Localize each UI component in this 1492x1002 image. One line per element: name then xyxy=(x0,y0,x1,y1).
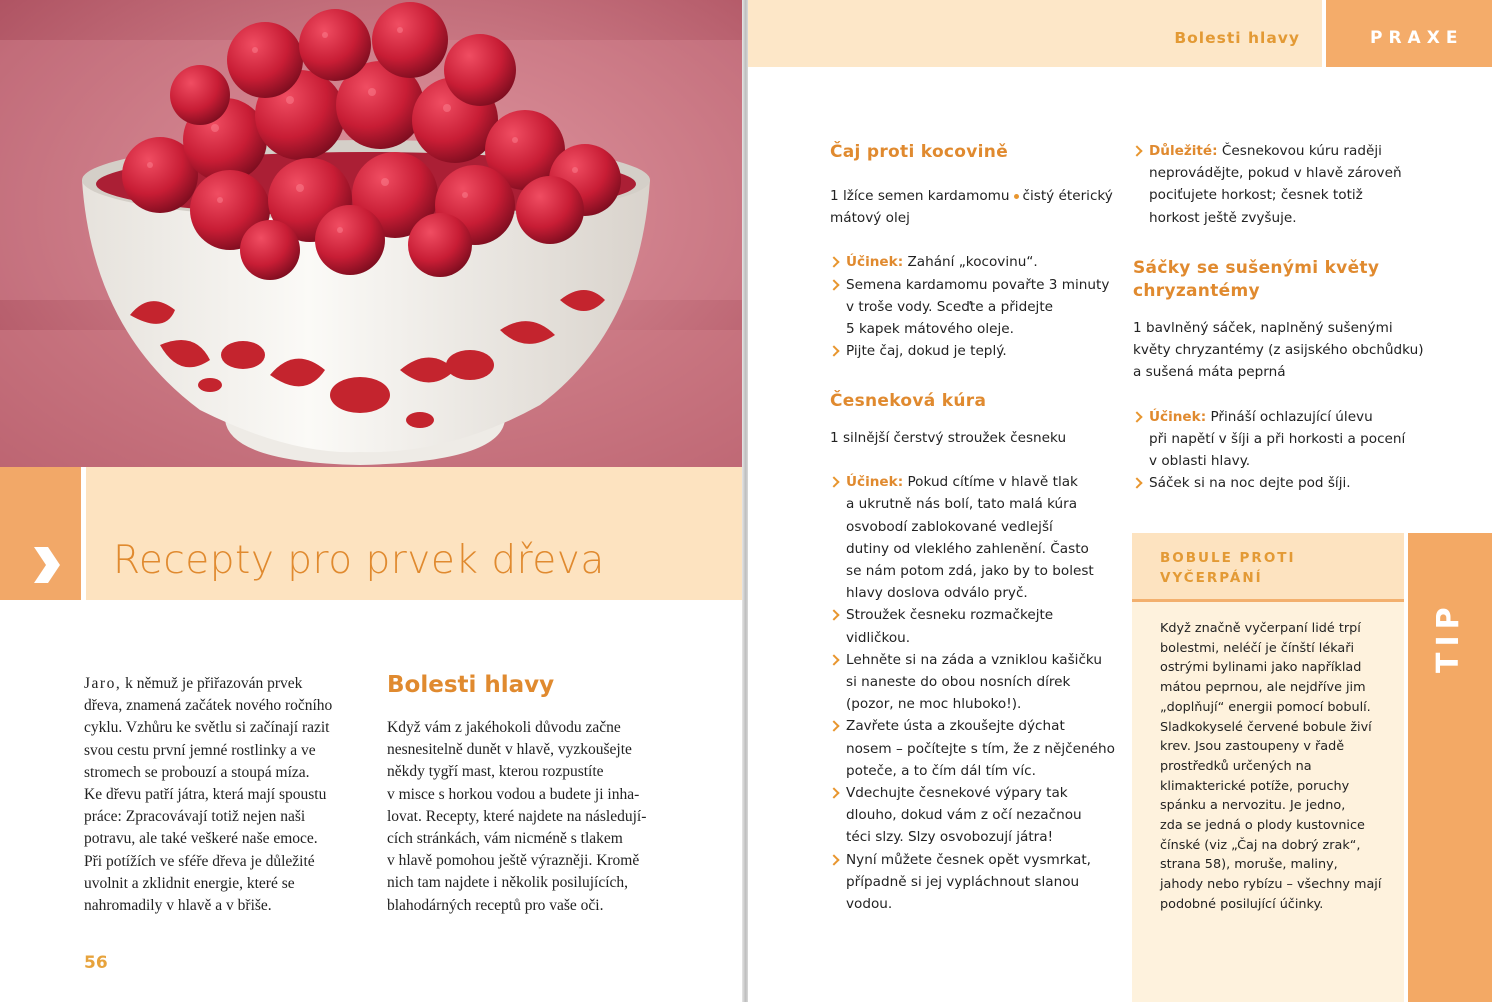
bullet-effect: Účinek: Zahání „kocovinu“. xyxy=(830,251,1120,273)
bullet-step: Zavřete ústa a zkoušejte dýchat nosem – počítejte s tím, že z nějčeného poteče, a to čím dál tím víc. xyxy=(830,715,1130,782)
intro-text: Jaro, k němuž je přiřazován prvek dřeva, znamená začátek nového ročního cyklu. Vzhůru ke světlu si začínají razit svou cestu první jemné rostlinky a ve stromech se probouzí a stoupá míza. Ke dřevu patří játra, která mají spoustu práce: Zpracovávají totiž nejen naši potravu, ale také veškeré naše emoce. Při potížích ve sféře dřeva je důležité uvolnit a zklidnit energie, které se nahromadily v hlavě a v břiše. xyxy=(84,675,333,915)
header-topic: Bolesti hlavy xyxy=(1174,29,1300,47)
separator-dot xyxy=(1014,194,1019,199)
bullet-step: Semena kardamomu povařte 3 minuty v troše vody. Sceďte a přidejte 5 kapek mátového oleje. xyxy=(830,274,1120,341)
important-note: Důležité: Česnekovou kúru raději neprovádějte, pokud v hlavě zároveň pociťujete horkost; česnek totiž horkost ještě zvyšuje. xyxy=(1133,140,1433,229)
bullet-effect: Účinek: Přináší ochlazující úlevu při napětí v šíji a při horkosti a pocení v oblasti hlavy. xyxy=(1133,406,1433,473)
chapter-title: Recepty pro prvek dřeva xyxy=(113,538,605,583)
page-number: 56 xyxy=(84,953,108,973)
right-page xyxy=(748,0,1492,1002)
recipe-chryzantemy xyxy=(1133,257,1433,494)
recipe-title: Česneková kúra xyxy=(830,391,987,411)
recipe-title: Sáčky se sušenými květy chryzantémy xyxy=(1133,258,1380,301)
tip-text: Když značně vyčerpaní lidé trpí bolestmi, neléčí je čínští lékaři ostrými bylinami jako například mátou peprnou, ale nejdříve jim „doplňují“ energii pomocí bobulí. Sladkokyselé červené bobule živí krev. Jsou zastoupeny v řadě prostředků určených na klimakterické potíže, poruchy spánku a nervozitu. Je jedno, zda se jedná o plody kustovnice čínské (viz „Čaj na dobrý zrak“, strana 58), moruše, maliny, jahody nebo rybízu – všechny mají podobné posilující účinky. xyxy=(1160,621,1382,912)
bullet-effect: Účinek: Pokud cítíme v hlavě tlak a ukrutně nás bolí, tato malá kúra osvobodí zablokované vedlejší dutiny od vleklého zahlenění. Často se nám potom zdá, jako by to bolest hlavy doslova odválo pryč. xyxy=(830,471,1130,604)
recipe-ingredients: 1 silnější čerstvý stroužek česneku xyxy=(830,430,1067,446)
recipe-kocovina xyxy=(830,141,1120,362)
tip-label: TIP xyxy=(1431,601,1466,673)
recipe-ingredients: 1 bavlněný sáček, naplněný sušenými květy chryzantémy (z asijského obchůdku) a sušená máta peprná xyxy=(1133,320,1424,381)
left-page xyxy=(0,0,745,1002)
section-text: Když vám z jakéhokoli důvodu začne nesnesitelně dunět v hlavě, vyzkoušejte někdy tygří mast, kterou rozpustíte v misce s horkou vodou a budete ji inha- lovat. Recepty, které najdete na následují- cích stránkách, vám nicméně s tlakem v hlavě pomohou ještě výrazněji. Kromě nich tam najdete i několik posilujících, blahodárných receptů pro vaše oči. xyxy=(387,719,647,914)
recipe-cesnekova-kura xyxy=(830,390,1130,915)
recipe-ingredients: 1 lžíce semen kardamomu čistý éterický mátový olej xyxy=(830,188,1113,227)
bullet-step: Lehněte si na záda a vzniklou kašičku si naneste do obou nosních dírek (pozor, ne moc hluboko!). xyxy=(830,649,1130,716)
bullet-step: Vdechujte česnekové výpary tak dlouho, dokud vám z očí nezačnou téci slzy. Slzy osvobozují játra! xyxy=(830,782,1130,849)
tip-title: BOBULE PROTI VYČERPÁNÍ xyxy=(1160,550,1296,586)
recipe-title: Čaj proti kocovině xyxy=(830,142,1009,162)
raspberry-bowl-photo xyxy=(0,0,745,467)
bullet-step: Sáček si na noc dejte pod šíji. xyxy=(1133,472,1433,494)
intro-lead: Jaro, xyxy=(84,675,122,692)
header-section: PRAXE xyxy=(1370,28,1464,48)
chevron-right-icon xyxy=(30,545,62,585)
bullet-step: Stroužek česneku rozmačkejte vidličkou. xyxy=(830,604,1130,648)
section-heading: Bolesti hlavy xyxy=(387,672,555,698)
bullet-step: Nyní můžete česnek opět vysmrkat, případně si jej vypláchnout slanou vodou. xyxy=(830,849,1130,916)
bullet-step: Pijte čaj, dokud je teplý. xyxy=(830,340,1120,362)
